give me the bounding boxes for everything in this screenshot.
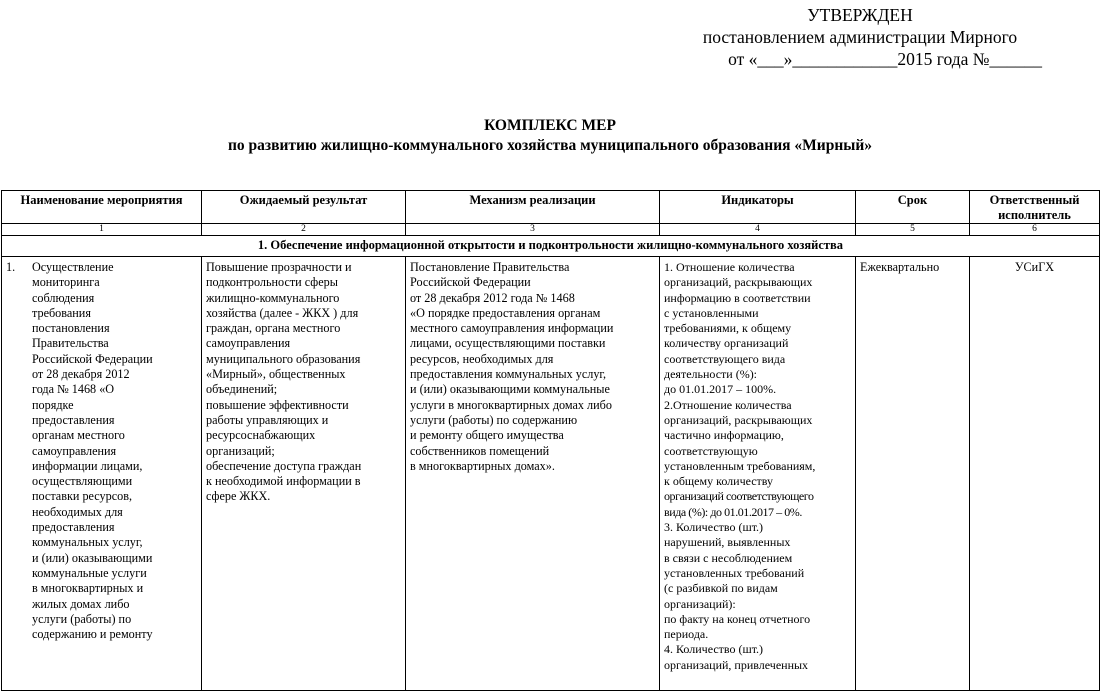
document-title-subtitle: по развитию жилищно-коммунального хозяйства муниципального образования «Мирный» xyxy=(227,137,873,154)
measure-name-line: соблюдения xyxy=(32,290,95,305)
indicator-line: 2.Отношение количества xyxy=(664,397,792,412)
expected-result-line: «Мирный», общественных xyxy=(206,367,346,382)
indicator-line: 3. Количество (шт.) xyxy=(664,520,764,535)
indicator-line: организаций, привлеченных xyxy=(664,657,809,672)
indicator-line: с установленными xyxy=(664,305,759,320)
indicator-line: организаций): xyxy=(664,596,736,611)
responsible-text: УСиГХ xyxy=(1014,260,1055,274)
mechanism-line: лицами, осуществляющими поставки xyxy=(410,336,606,351)
table-row xyxy=(2,257,1100,691)
expected-result-line: муниципального образования xyxy=(206,351,361,366)
column-number: 2 xyxy=(202,224,406,236)
mechanism-text xyxy=(410,260,655,474)
measure-name-line: услуги (работы) по xyxy=(32,611,132,626)
indicator-line: соответствующего вида xyxy=(664,351,786,366)
mechanism-line: Российской Федерации xyxy=(410,275,531,290)
approval-date-number: от «___»____________2015 года №______ xyxy=(728,49,1042,69)
cell-measure-name xyxy=(2,257,202,691)
column-number: 6 xyxy=(970,224,1100,236)
section-title: 1. Обеспечение информационной открытости и подконтрольности жилищно-коммунального хозяйства xyxy=(2,236,1100,257)
indicator-line: деятельности (%): xyxy=(664,367,758,382)
indicator-line: установленных требований xyxy=(664,565,805,580)
measure-name-line: Правительства xyxy=(32,336,109,351)
header-responsible: Ответственный исполнитель xyxy=(970,191,1100,224)
indicator-line: 1. Отношение количества xyxy=(664,260,795,274)
column-number-row xyxy=(2,224,1100,236)
mechanism-line: от 28 декабря 2012 года № 1468 xyxy=(410,290,575,305)
column-number: 1 xyxy=(2,224,202,236)
mechanism-line: «О порядке предоставления органам xyxy=(410,305,601,320)
mechanism-line: местного самоуправления информации xyxy=(410,321,614,336)
expected-result-line: сфере ЖКХ. xyxy=(206,489,271,504)
header-indicators: Индикаторы xyxy=(660,191,856,224)
indicator-line: по факту на конец отчетного xyxy=(664,611,811,626)
indicators-text xyxy=(664,260,851,673)
expected-result-line: подконтрольности сферы xyxy=(206,275,338,290)
table-header-row xyxy=(2,191,1100,224)
approval-decree: постановлением администрации Мирного xyxy=(702,27,1018,47)
indicator-line: в связи с несоблюдением xyxy=(664,550,793,565)
cell-expected-result xyxy=(202,257,406,691)
measure-name-line: постановления xyxy=(32,321,110,336)
measure-name-line: и (или) оказывающими xyxy=(32,550,153,565)
measure-name-line: от 28 декабря 2012 xyxy=(32,367,130,382)
indicator-line: организаций соответствующего xyxy=(664,489,814,504)
indicator-line: к общему количеству xyxy=(664,474,774,489)
cell-indicators xyxy=(660,257,856,691)
expected-result-line: жилищно-коммунального xyxy=(206,290,340,305)
approval-heading: УТВЕРЖДЕН xyxy=(807,5,913,25)
measure-name-line: самоуправления xyxy=(32,443,117,458)
indicator-line: организаций, раскрывающих xyxy=(664,412,813,427)
indicator-line: до 01.01.2017 – 100%. xyxy=(664,382,777,397)
indicator-line: организаций, раскрывающих xyxy=(664,275,813,290)
cell-responsible xyxy=(970,257,1100,691)
mechanism-line: услуги в многоквартирных домах либо xyxy=(410,397,612,412)
expected-result-line: Повышение прозрачности и xyxy=(206,260,352,274)
document-title-main: КОМПЛЕКС МЕР xyxy=(484,117,616,134)
measure-name-line: предоставления xyxy=(32,520,115,535)
header-result: Ожидаемый результат xyxy=(202,191,406,224)
measure-name-line: предоставления xyxy=(32,412,115,427)
measure-name-line: порядке xyxy=(32,397,74,412)
measure-name-line: в многоквартирных и xyxy=(32,581,144,596)
indicator-line: 4. Количество (шт.) xyxy=(664,642,764,657)
measure-name-line: коммунальные услуги xyxy=(32,565,147,580)
indicator-line: периода. xyxy=(664,627,709,642)
expected-result-line: обеспечение доступа граждан xyxy=(206,458,362,473)
approval-block xyxy=(640,4,1080,70)
document-title xyxy=(0,116,1100,156)
mechanism-line: и ремонту общего имущества xyxy=(410,428,564,443)
indicator-line: требованиями, к общему xyxy=(664,321,792,336)
measure-name-line: органам местного xyxy=(32,428,125,443)
measure-name-line: поставки ресурсов, xyxy=(32,489,133,504)
mechanism-line: услуги (работы) по содержанию xyxy=(410,412,578,427)
measure-name-line: коммунальных услуг, xyxy=(32,535,143,550)
expected-result-line: повышение эффективности xyxy=(206,397,349,412)
measure-name-line: Осуществление xyxy=(32,260,114,274)
expected-result-line: ресурсоснабжающих xyxy=(206,428,316,443)
indicator-line: соответствующую xyxy=(664,443,758,458)
expected-result-line: хозяйства (далее - ЖКХ ) для xyxy=(206,305,359,320)
term-text: Ежеквартально xyxy=(860,260,940,274)
header-name: Наименование мероприятия xyxy=(2,191,202,224)
indicator-line: (с разбивкой по видам xyxy=(664,581,778,596)
measure-name-line: необходимых для xyxy=(32,504,123,519)
measure-name-line: жилых домах либо xyxy=(32,596,130,611)
measure-name-line: требования xyxy=(32,305,91,320)
measures-table xyxy=(1,190,1100,691)
measure-name-text xyxy=(32,260,153,642)
column-number: 4 xyxy=(660,224,856,236)
expected-result-line: работы управляющих и xyxy=(206,412,329,427)
measure-name-line: осуществляющими xyxy=(32,474,133,489)
measure-name-line: года № 1468 «О xyxy=(32,382,115,397)
indicator-line: нарушений, выявленных xyxy=(664,535,791,550)
section-row xyxy=(2,236,1100,257)
header-term: Срок xyxy=(856,191,970,224)
row-number: 1. xyxy=(6,260,16,274)
mechanism-line: в многоквартирных домах». xyxy=(410,458,555,473)
mechanism-line: собственников помещений xyxy=(410,443,550,458)
expected-result-line: граждан, органа местного xyxy=(206,321,341,336)
measure-name-line: содержанию и ремонту xyxy=(32,627,153,642)
indicator-line: количеству организаций xyxy=(664,336,789,351)
indicator-line: информацию в соответствии xyxy=(664,290,811,305)
indicator-line: частично информацию, xyxy=(664,428,784,443)
expected-result-line: к необходимой информации в xyxy=(206,474,361,489)
expected-result-line: объединений; xyxy=(206,382,278,397)
mechanism-line: ресурсов, необходимых для xyxy=(410,351,554,366)
expected-result-text xyxy=(206,260,401,505)
measure-name-line: мониторинга xyxy=(32,275,100,290)
indicator-line: вида (%): до 01.01.2017 – 0%. xyxy=(664,504,802,519)
expected-result-line: самоуправления xyxy=(206,336,291,351)
measure-name-line: Российской Федерации xyxy=(32,351,153,366)
header-mechanism: Механизм реализации xyxy=(406,191,660,224)
column-number: 5 xyxy=(856,224,970,236)
mechanism-line: Постановление Правительства xyxy=(410,260,570,274)
mechanism-line: предоставления коммунальных услуг, xyxy=(410,367,607,382)
measure-name-line: информации лицами, xyxy=(32,458,143,473)
cell-mechanism xyxy=(406,257,660,691)
indicator-line: установленным требованиям, xyxy=(664,458,816,473)
mechanism-line: и (или) оказывающими коммунальные xyxy=(410,382,610,397)
column-number: 3 xyxy=(406,224,660,236)
expected-result-line: организаций; xyxy=(206,443,275,458)
cell-term xyxy=(856,257,970,691)
